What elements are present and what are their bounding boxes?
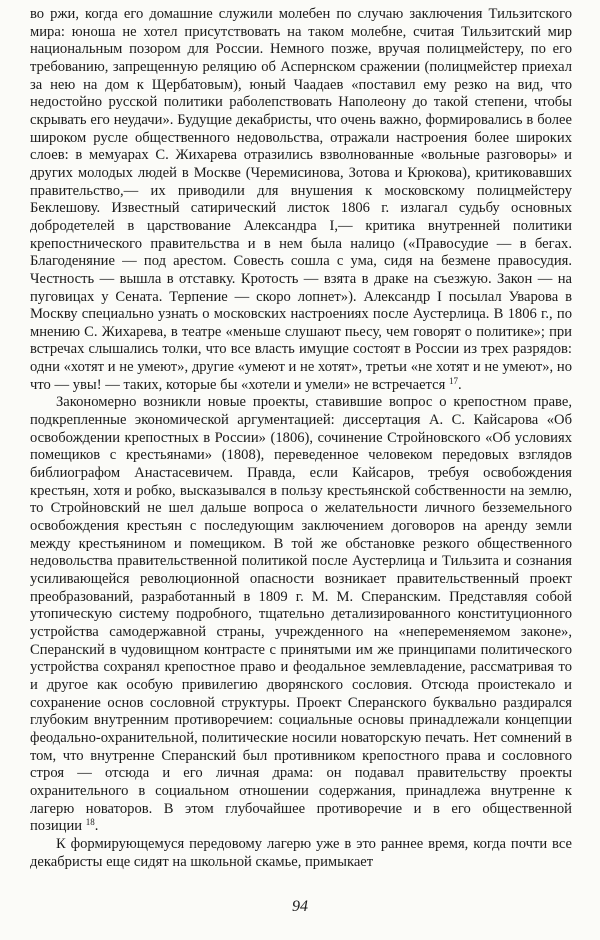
main-text [30,6,572,871]
paragraph: во ржи, когда его домашние служили молебен по случаю заключения Тильзитского мира: юноша не хотел присутствовать на таком молебне, считая Тильзитский мир национальным позором для России. Немного позже, вручая полицмейстеру, по его требованию, запрещенную реляцию об Аспернском сражении (полицмейстер приехал за нею на дом к Щербатовым), юный Чаадаев «поставил ему резко на вид, что недостойно русской политики раболепствовать Наполеону до такой степени, чтобы скрывать его неудачи». Будущие декабристы, что очень важно, формировались в более широком русле общественного недовольства, отражали настроения более широких слоев: в мемуарах С. Жихарева отразились взволнованные «вольные разговоры» и других молодых людей в Москве (Черемисинова, Зотова и Крюкова), критиковавших правительство,— их приводили для внушения к московскому полицмейстеру Беклешову. Известный сатирический листок 1806 г. излагал судьбу основных добродетелей в царствование Александра I,— критика внутренней политики крепостнического правительства и в нем была налицо («Правосудие — в бегах. Благоденяние — под арестом. Совесть сошла с ума, сидя на безмене правосудия. Честность — вышла в отставку. Кротость — взята в драке на съезжую. Закон — на пуговицах у Сената. Терпение — скоро лопнет»). Александр I посылал Уварова в Москву специально узнать о московских настроениях после Аустерлица. В 1806 г., по мнению С. Жихарева, в театре «меньше слушают пьесу, чем говорят о политике»; при встречах слышались толки, что все власть имущие состоят в России из трех разрядов: одни «хотят и не умеют», другие «умеют и не хотят», третьи «не хотят и не умеют», но что — увы! — таких, которые бы «хотели и умели» не встречается $^{17}$. [30,6,572,393]
paragraph-text: Закономерно возникли новые проекты, ставившие вопрос о крепостном праве, подкрепленные экономической аргументацией: диссертация А. С. Кайсарова «Об освобождении крепостных в России» (1806), сочинение Стройновского «Об условиях помещиков с крестьянами» (1808), переведенное человеком передовых взглядов библиографом Анастасевичем. Правда, если Кайсаров, требуя освобождения крестьян, хотя и робко, высказывался в пользу крестьянской собственности на землю, то Стройновский не шел дальше вопроса о желательности личного безземельного освобождения крестьян с последующим заключением договоров на аренду земли между крестьянином и помещиком. В той же обстановке резкого общественного недовольства правительственной политикой после Аустерлица и Тильзита и сознания усиливающейся революционной опасности возникает правительственный проект преобразований, разработанный в 1809 г. М. М. Сперанским. Представляя собой утопическую систему подробного, тщательно детализированного конституционного устройства самодержавной страны, учрежденного на «непеременяемом законе», Сперанский в чудовищном контрасте с принятыми им же принципами политического устройства сохранял крепостное право и феодальное землевладение, рассматривая то и другое как особую привилегию дворянского сословия. Отсюда проистекало и сохранение основ сословной структуры. Проект Сперанского буквально раздирался глубоким внутренним противоречием: социальные основы принадлежали концепции феодально-охранительной, политические носили новаторскую печать. Нет сомнений в том, что внутренне Сперанский был противником крепостного права и сословного строя — отсюда и его личная драма: он подавал правительству проекты охранительного в социальном отношении содержания, принадлежа внутренне к лагерю новаторов. В этом глубочайшее противоречие и в его общественной позиции [30,394,572,835]
page-number: 94 [292,898,308,915]
paragraph-text: К формирующемуся передовому лагерю уже в это раннее время, когда почти все декабристы еще сидят на школьной скамье, примыкает [30,835,572,870]
paragraph: Закономерно возникли новые проекты, ставившие вопрос о крепостном праве, подкрепленные экономической аргументацией: диссертация А. С. Кайсарова «Об освобождении крепостных в России» (1806), сочинение Стройновского «Об условиях помещиков с крестьянами» (1808), переведенное человеком передовых взглядов библиографом Анастасевичем. Правда, если Кайсаров, требуя освобождения крестьян, хотя и робко, высказывался в пользу крестьянской собственности на землю, то Стройновский не шел дальше вопроса о желательности личного безземельного освобождения крестьян с последующим заключением договоров на аренду земли между крестьянином и помещиком. В той же обстановке резкого общественного недовольства правительственной политикой после Аустерлица и Тильзита и сознания усиливающейся революционной опасности возникает правительственный проект преобразований, разработанный в 1809 г. М. М. Сперанским. Представляя собой утопическую систему подробного, тщательно детализированного конституционного устройства самодержавной страны, учрежденного на «непеременяемом законе», Сперанский в чудовищном контрасте с принятыми им же принципами политического устройства сохранял крепостное право и феодальное землевладение, рассматривая то и другое как особую привилегию дворянского сословия. Отсюда проистекало и сохранение основ сословной структуры. Проект Сперанского буквально раздирался глубоким внутренним противоречием: социальные основы принадлежали концепции феодально-охранительной, политические носили новаторскую печать. Нет сомнений в том, что внутренне Сперанский был противником крепостного права и сословного строя — отсюда и его личная драма: он подавал правительству проекты охранительного в социальном отношении содержания, принадлежа внутренне к лагерю новаторов. В этом глубочайшее противоречие и в его общественной позиции $^{18}$. [30,394,572,835]
footnote-ref: 17 [448,375,458,386]
footnote-ref: 18 [85,817,95,828]
paragraph [30,836,572,871]
paragraph-text: во ржи, когда его домашние служили молебен по случаю заключения Тильзитского мира: юноша не хотел присутствовать на таком молебне, считая Тильзитский мир национальным позором для России. Немного позже, вручая полицмейстеру, по его требованию, запрещенную реляцию об Аспернском сражении (полицмейстер приехал за нею на дом к Щербатовым), юный Чаадаев «поставил ему резко на вид, что недостойно русской политики раболепствовать Наполеону до такой степени, чтобы скрывать его неудачи». Будущие декабристы, что очень важно, формировались в более широком русле общественного недовольства, отражали настроения более широких слоев: в мемуарах С. Жихарева отразились взволнованные «вольные разговоры» и других молодых людей в Москве (Черемисинова, Зотова и Крюкова), критиковавших правительство,— их приводили для внушения к московскому полицмейстеру Беклешову. Известный сатирический листок 1806 г. излагал судьбу основных добродетелей в царствование Александра I,— критика внутренней политики крепостнического правительства и в нем была налицо («Правосудие — в бегах. Благоденяние — под арестом. Совесть сошла с ума, сидя на безмене правосудия. Честность — вышла в отставку. Кротость — взята в драке на съезжую. Закон — на пуговицах у Сената. Терпение — скоро лопнет»). Александр I посылал Уварова в Москву специально узнать о московских настроениях после Аустерлица. В 1806 г., по мнению С. Жихарева, в театре «меньше слушают пьесу, чем говорят о политике»; при встречах слышались толки, что все власть имущие состоят в России из трех разрядов: одни «хотят и не умеют», другие «умеют и не хотят», третьи «не хотят и не умеют», но что — увы! — таких, которые бы «хотели и умели» не встречается [30,6,572,393]
